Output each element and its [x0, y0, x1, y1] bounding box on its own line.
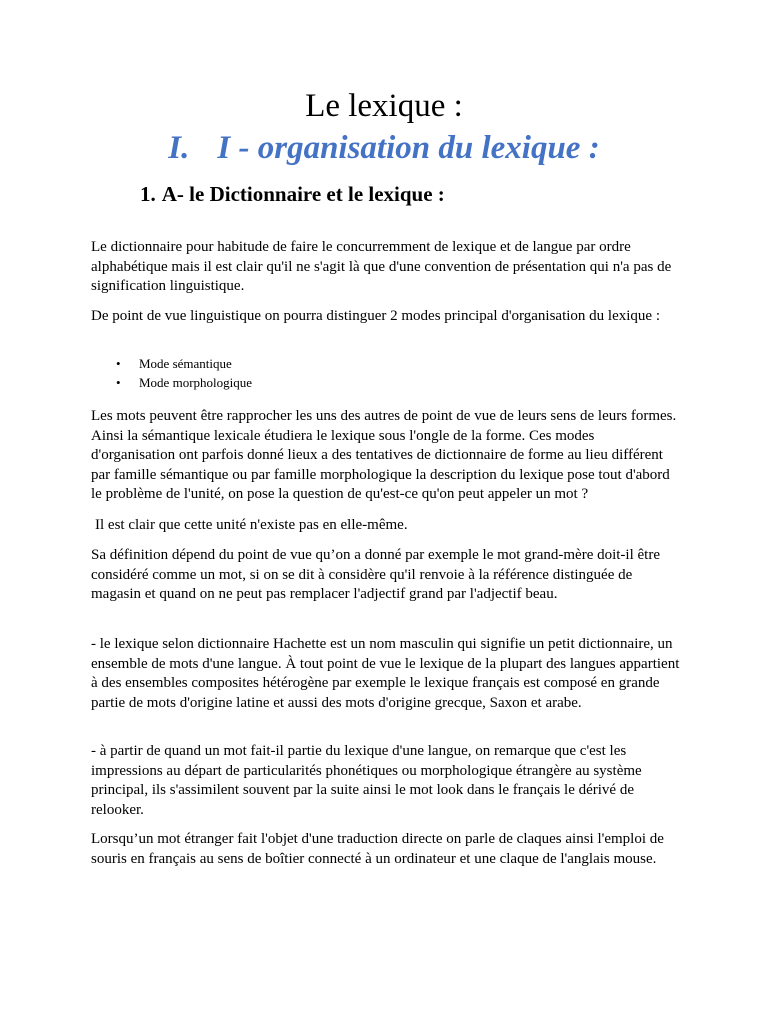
subsection-heading-text: A- le Dictionnaire et le lexique : [161, 182, 445, 206]
bullet-item [115, 374, 675, 393]
bullet-list [115, 355, 675, 392]
bullet-icon: • [116, 356, 121, 371]
bullet-text: Mode morphologique [139, 374, 253, 390]
paragraph: Le dictionnaire pour habitude de faire le concurremment de lexique et de langue par ordre alphabétique mais il est clair qu'il ne s'agit là que d'une convention de présentation qui n'a pas de signification linguistique. [91, 239, 672, 294]
paragraph: Sa définition dépend du point de vue qu’on a donné par exemple le mot grand-mère doit-il être considéré comme un mot, si on se dit à considère qu'il renvoie à la référence distinguée de magasin et quand on ne peut pas remplacer l'adjectif grand par l'adjectif beau. [91, 547, 660, 602]
paragraph: Lorsqu’un mot étranger fait l'objet d'une traduction directe on parle de claques ainsi l'emploi de souris en français au sens de boîtier connecté à un ordinateur et une claque de l'anglais mouse. [91, 831, 664, 867]
section-number: I. [168, 130, 190, 166]
bullet-item [115, 355, 675, 374]
paragraph: - le lexique selon dictionnaire Hachette est un nom masculin qui signifie un petit dictionnaire, un ensemble de mots d'une langue. À tout point de vue le lexique de la plupart des langues appartient à des ensembles composites hétérogène par exemple le lexique français est composé en grande partie de mots d'origine latine et aussi des mots d'origine grecque, Saxon et arabe. [91, 636, 680, 711]
document-title: Le lexique : [305, 88, 463, 124]
paragraph: Les mots peuvent être rapprocher les uns des autres de point de vue de leurs sens de leurs formes. Ainsi la sémantique lexicale étudiera le lexique sous l'ongle de la forme. Ces modes d'organisation ont parfois donné lieux a des tentatives de dictionnaire de forme au lieu différent par famille sémantique ou par famille morphologique la description du lexique pose tout d'abord le problème de l'unité, on pose la question de qu'est-ce qu'on peut appeler un mot ? [91, 408, 677, 502]
section-heading [0, 126, 768, 170]
bullet-text: Mode sémantique [139, 356, 232, 371]
subsection-number: 1. [140, 182, 156, 206]
bullet-icon: • [116, 374, 121, 390]
paragraph: - à partir de quand un mot fait-il partie du lexique d'une langue, on remarque que c'est les impressions au départ de particularités phonétiques ou morphologique étrangère au système principal, ils s'assimilent souvent par la suite ainsi le mot look dans le français le dérivé de relooker. [91, 743, 642, 818]
subsection-heading [140, 180, 445, 208]
paragraph: De point de vue linguistique on pourra distinguer 2 modes principal d'organisation du lexique : [91, 308, 660, 324]
section-heading-text: I - organisation du lexique : [217, 130, 600, 166]
paragraph: Il est clair que cette unité n'existe pas en elle-même. [95, 517, 408, 533]
